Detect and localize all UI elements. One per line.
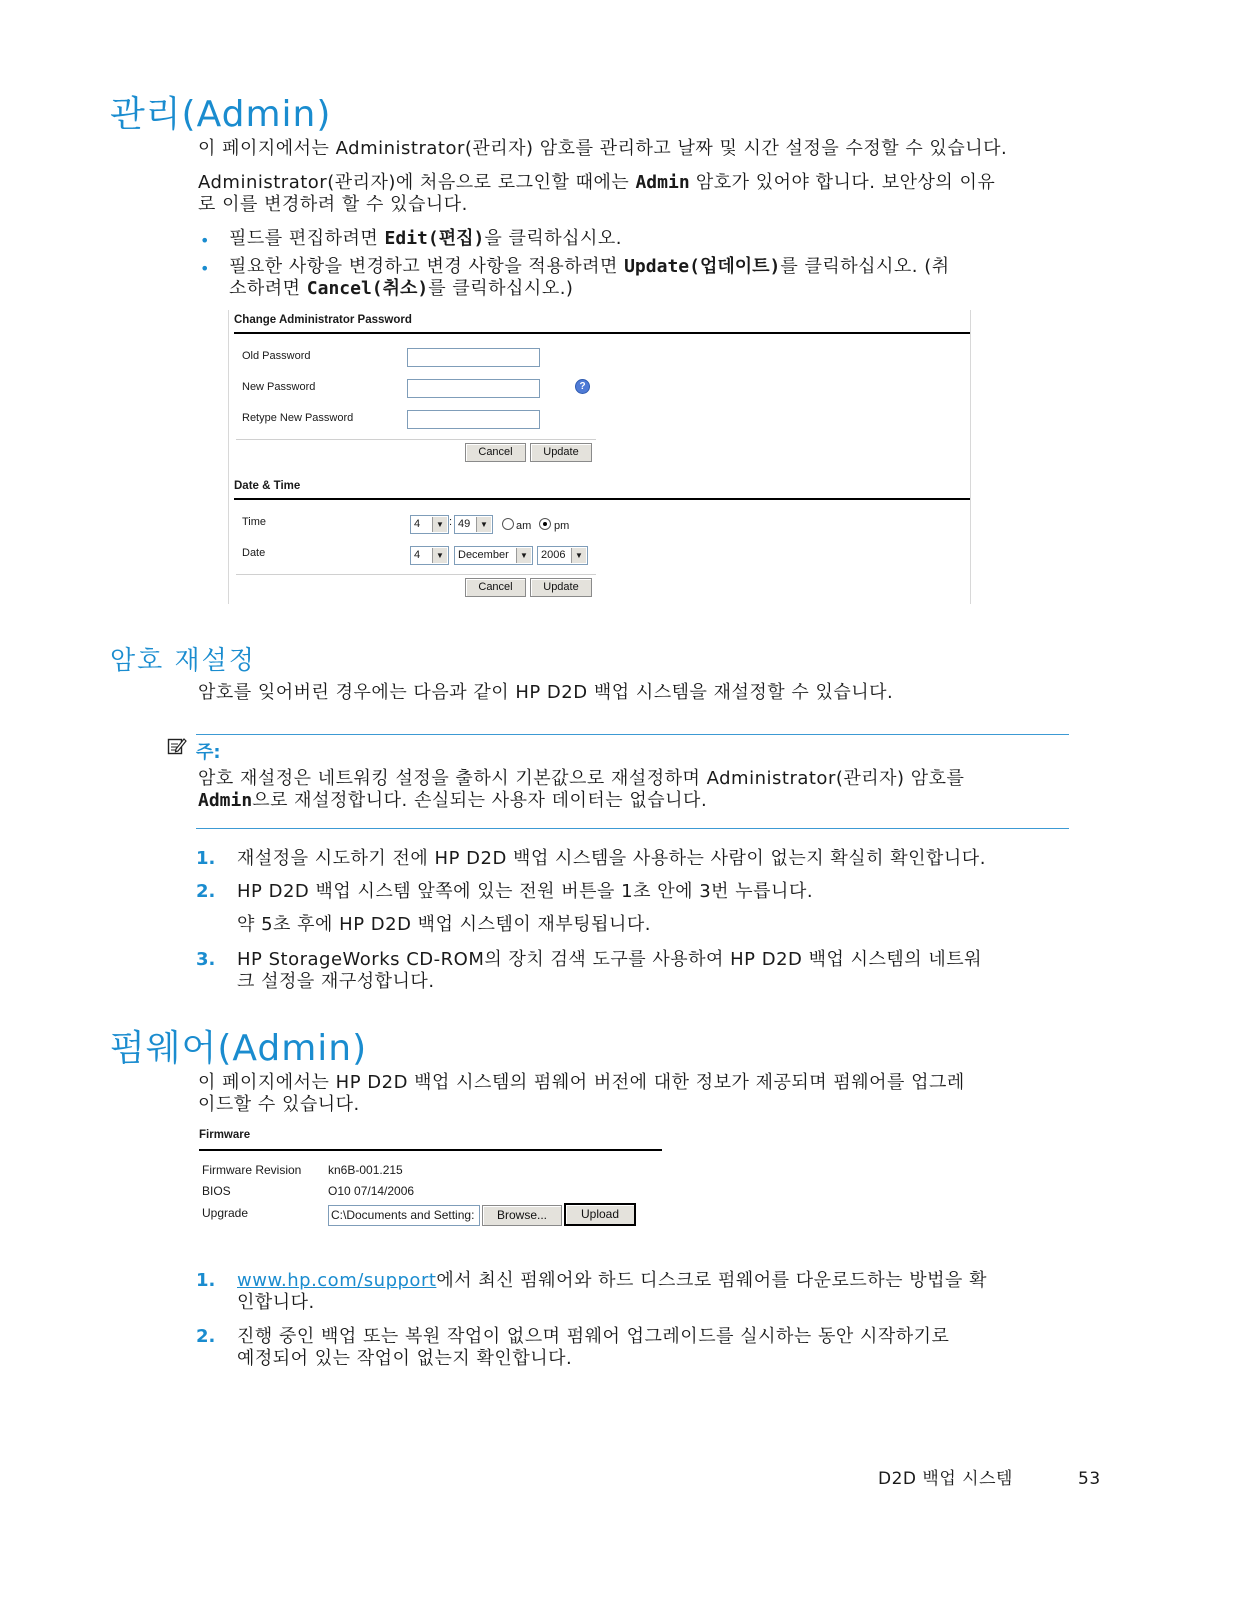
firmware-step2-line2: 예정되어 있는 작업이 없는지 확인합니다.	[237, 1348, 573, 1369]
upgrade-label: Upgrade	[202, 1206, 249, 1220]
chevron-down-icon: ▼	[432, 517, 447, 532]
firmware-intro-line1: 이 페이지에서는 HP D2D 백업 시스템의 펌웨어 버전에 대한 정보가 제공되며 펌웨어를 업그레	[198, 1072, 965, 1093]
section-title-admin: 관리(Admin)	[110, 94, 332, 135]
reset-step-text-line2: 크 설정을 재구성합니다.	[237, 971, 435, 992]
reset-step-text: HP StorageWorks CD-ROM의 장치 검색 도구를 사용하여 HP D2D 백업 시스템의 네트워	[237, 949, 983, 970]
reset-intro: 암호를 잊어버린 경우에는 다음과 같이 HP D2D 백업 시스템을 재설정할 수 있습니다.	[198, 682, 894, 703]
pm-label: pm	[554, 520, 570, 532]
day-select[interactable]: 4 ▼	[410, 546, 449, 565]
firmware-revision-label: Firmware Revision	[202, 1163, 302, 1177]
bullet-edit: 필드를 편집하려면 Edit(편집)을 클릭하십시오.	[229, 228, 623, 249]
cancel-code: Cancel(취소)	[306, 278, 429, 299]
note-label: 주:	[196, 742, 221, 763]
admin-paragraph-line2: 로 이를 변경하려 할 수 있습니다.	[198, 194, 468, 215]
pw-update-button[interactable]: Update	[530, 443, 592, 462]
chevron-down-icon: ▼	[571, 548, 586, 563]
chevron-down-icon: ▼	[432, 548, 447, 563]
pw-panel-title: Change Administrator Password	[234, 314, 412, 326]
reset-step-text: HP D2D 백업 시스템 앞쪽에 있는 전원 버튼을 1초 안에 3번 누릅니다.	[237, 881, 814, 902]
firmware-file-input[interactable]: C:\Documents and Setting:	[328, 1205, 480, 1226]
dt-divider	[236, 574, 596, 575]
reset-step-subtext: 약 5초 후에 HP D2D 백업 시스템이 재부팅됩니다.	[237, 914, 651, 935]
bullet-marker: •	[200, 259, 210, 278]
bullet-update: 필요한 사항을 변경하고 변경 사항을 적용하려면 Update(업데이트)를 클릭하십시오. (취	[229, 256, 950, 277]
note-bottom-rule	[196, 828, 1069, 829]
note-top-rule	[196, 734, 1069, 735]
admin-panel-screenshot	[228, 310, 972, 606]
minute-select[interactable]: 49 ▼	[454, 515, 493, 534]
admin-code: Admin	[635, 172, 690, 193]
chevron-down-icon: ▼	[516, 548, 531, 563]
browse-button[interactable]: Browse...	[482, 1205, 562, 1226]
retype-password-input[interactable]	[407, 410, 540, 429]
month-select[interactable]: December ▼	[454, 546, 533, 565]
edit-code: Edit(편집)	[384, 228, 485, 249]
old-password-input[interactable]	[407, 348, 540, 367]
dt-update-button[interactable]: Update	[530, 578, 592, 597]
pm-radio[interactable]	[539, 518, 551, 530]
firmware-panel-title: Firmware	[199, 1129, 251, 1141]
bullet-update-line2: 소하려면 Cancel(취소)를 클릭하십시오.)	[229, 278, 574, 299]
panel-left-edge	[228, 310, 229, 604]
admin-intro: 이 페이지에서는 Administrator(관리자) 암호를 관리하고 날짜 및 시간 설정을 수정할 수 있습니다.	[198, 138, 1008, 159]
section-title-firmware: 펌웨어(Admin)	[110, 1028, 368, 1069]
step-number: 1.	[196, 848, 216, 869]
hp-support-link[interactable]: www.hp.com/support	[237, 1270, 437, 1291]
firmware-panel-screenshot	[196, 1124, 666, 1234]
firmware-title-rule	[199, 1149, 662, 1151]
step-number: 2.	[196, 881, 216, 902]
am-radio[interactable]	[502, 518, 514, 530]
dt-panel-title: Date & Time	[234, 480, 301, 492]
dt-title-rule	[234, 498, 970, 500]
step-number: 2.	[196, 1326, 216, 1347]
pw-title-rule	[234, 332, 970, 334]
reset-step-text: 재설정을 시도하기 전에 HP D2D 백업 시스템을 사용하는 사람이 없는지 확실히 확인합니다.	[237, 848, 986, 869]
chevron-down-icon: ▼	[476, 517, 491, 532]
firmware-step1-line2: 인합니다.	[237, 1292, 315, 1313]
pw-cancel-button[interactable]: Cancel	[465, 443, 526, 462]
old-password-label: Old Password	[242, 350, 311, 362]
note-line1: 암호 재설정은 네트워킹 설정을 출하시 기본값으로 재설정하며 Administrator(관리자) 암호를	[198, 768, 965, 789]
hour-select[interactable]: 4 ▼	[410, 515, 449, 534]
bullet-marker: •	[200, 231, 210, 250]
pw-divider	[236, 439, 596, 440]
bios-value: O10 07/14/2006	[328, 1184, 415, 1198]
admin-paragraph: Administrator(관리자)에 처음으로 로그인할 때에는 Admin 암호가 있어야 합니다. 보안상의 이유	[198, 172, 996, 193]
time-label: Time	[242, 516, 267, 528]
firmware-step1: www.hp.com/support에서 최신 펌웨어와 하드 디스크로 펌웨어를 다운로드하는 방법을 확	[237, 1270, 988, 1291]
section-title-reset: 암호 재설정	[110, 646, 256, 676]
note-line2: Admin으로 재설정합니다. 손실되는 사용자 데이터는 없습니다.	[198, 790, 708, 811]
date-label: Date	[242, 547, 266, 559]
am-label: am	[516, 520, 532, 532]
step-number: 1.	[196, 1270, 216, 1291]
time-separator: :	[449, 516, 453, 528]
dt-cancel-button[interactable]: Cancel	[465, 578, 526, 597]
footer-label: D2D 백업 시스템	[878, 1469, 1013, 1489]
firmware-intro-line2: 이드할 수 있습니다.	[198, 1094, 360, 1115]
panel-right-edge	[970, 310, 971, 604]
help-icon[interactable]: ?	[575, 379, 590, 394]
new-password-input[interactable]	[407, 379, 540, 398]
page-number: 53	[1078, 1469, 1101, 1489]
note-icon	[167, 737, 187, 755]
upload-button[interactable]: Upload	[564, 1203, 636, 1226]
bios-label: BIOS	[202, 1184, 231, 1198]
firmware-revision-value: kn6B-001.215	[328, 1163, 403, 1177]
new-password-label: New Password	[242, 381, 316, 393]
admin-code: Admin	[198, 790, 253, 811]
year-select[interactable]: 2006 ▼	[537, 546, 588, 565]
update-code: Update(업데이트)	[624, 256, 781, 277]
firmware-step2: 진행 중인 백업 또는 복원 작업이 없으며 펌웨어 업그레이드를 실시하는 동안 시작하기로	[237, 1326, 950, 1347]
retype-password-label: Retype New Password	[242, 412, 354, 424]
step-number: 3.	[196, 949, 216, 970]
